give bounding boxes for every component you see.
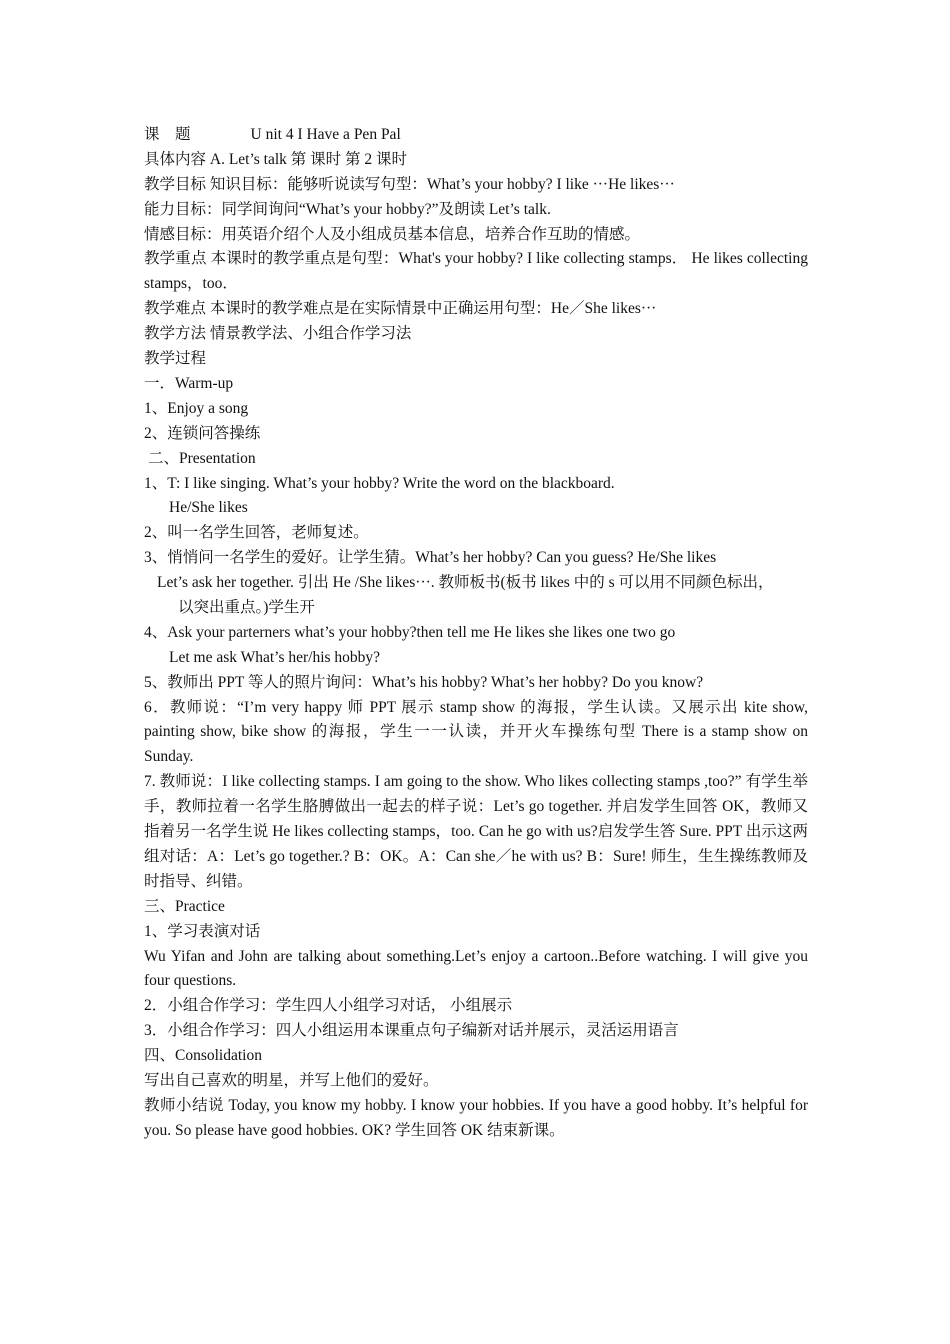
practice-step-2: 2．小组合作学习：学生四人小组学习对话， 小组展示 [144,997,513,1015]
presentation-step-3-cont: Let’s ask her together. 引出 He /She likes···. 教师板书(板书 likes 中的 s 可以用不同颜色标出， [157,574,774,592]
presentation-step-1-cont: He/She likes [169,499,248,517]
presentation-step-1: 1、T: I like singing. What’s your hobby? Write the word on the blackboard. [144,474,615,492]
process-heading: 教学过程 [144,350,207,368]
key-point: 教学重点 本课时的教学重点是句型：What's your hobby? I like collecting stamps． He likes collecting stamps，too． [144,250,808,293]
presentation-step-2: 2、叫一名学生回答，老师复述。 [144,524,369,542]
lesson-title-line [144,123,808,148]
practice-heading: 三、Practice [144,897,225,915]
practice-step-3: 3．小组合作学习：四人小组运用本课重点句子编新对话并展示，灵活运用语言 [144,1022,679,1040]
knowledge-goal: 教学目标 知识目标：能够听说读写句型：What’s your hobby? I like ···He likes··· [144,175,675,193]
warmup-step-2: 2、连锁问答操练 [144,424,261,442]
teacher-summary: 教师小结说 Today, you know my hobby. I know your hobbies. If you have a good hobby. It’s helpful for you. So please have good hobbies. OK? 学生回答 OK 结束新课。 [144,1096,808,1139]
title-label: 课 题 [144,126,191,143]
consolidation-task: 写出自己喜欢的明星，并写上他们的爱好。 [144,1072,439,1090]
practice-step-1-cont: Wu Yifan and John are talking about something.Let’s enjoy a cartoon..Before watching. I will give you four questions. [144,947,808,990]
ability-goal: 能力目标：同学间询问“What’s your hobby?”及朗读 Let’s talk. [144,200,551,218]
presentation-heading: 二、Presentation [148,449,256,467]
lesson-plan-document [144,123,808,1144]
warmup-heading: 一．Warm-up [144,374,234,392]
unit-title: U nit 4 I Have a Pen Pal [250,126,401,143]
practice-step-1: 1、学习表演对话 [144,922,261,940]
teaching-method: 教学方法 情景教学法、小组合作学习法 [144,325,412,343]
content-line: 具体内容 A. Let’s talk 第 课时 第 2 课时 [144,150,408,168]
presentation-step-6: 6．教师说：“I’m very happy 师 PPT 展示 stamp show 的海报，学生认读。又展示出 kite show, painting show, bike show 的海报，学生一一认读，并开火车操练句型 There is a stamp show on Sunday. [144,698,808,766]
consolidation-heading: 四、Consolidation [144,1047,262,1065]
presentation-step-3: 3、悄悄问一名学生的爱好。让学生猜。What’s her hobby? Can you guess? He/She likes [144,549,717,567]
warmup-step-1: 1、Enjoy a song [144,399,249,417]
presentation-step-4-cont: Let me ask What’s her/his hobby? [169,648,381,666]
presentation-step-4: 4、Ask your parterners what’s your hobby?then tell me He likes she likes one two go [144,623,676,641]
presentation-step-5: 5、教师出 PPT 等人的照片询问：What’s his hobby? What’s her hobby? Do you know? [144,673,704,691]
difficult-point: 教学难点 本课时的教学难点是在实际情景中正确运用句型：He／She likes··· [144,300,657,318]
presentation-step-7: 7. 教师说：I like collecting stamps. I am going to the show. Who likes collecting stamps ,too?” 有学生举手，教师拉着一名学生胳膊做出一起去的样子说：Let’s go together. 并启发学生回答 OK，教师又指着另一名学生说 He likes collecting stamps，too. Can he go with us?启发学生答 Sure. PPT 出示这两组对话：A：Let’s go together.? B：OK。A：Can she／he with us? B：Sure! 师生，生生操练教师及时指导、纠错。 [144,773,808,890]
emotion-goal: 情感目标：用英语介绍个人及小组成员基本信息，培养合作互助的情感。 [144,225,641,243]
presentation-step-3-cont2: 以突出重点。)学生开 [178,598,315,616]
